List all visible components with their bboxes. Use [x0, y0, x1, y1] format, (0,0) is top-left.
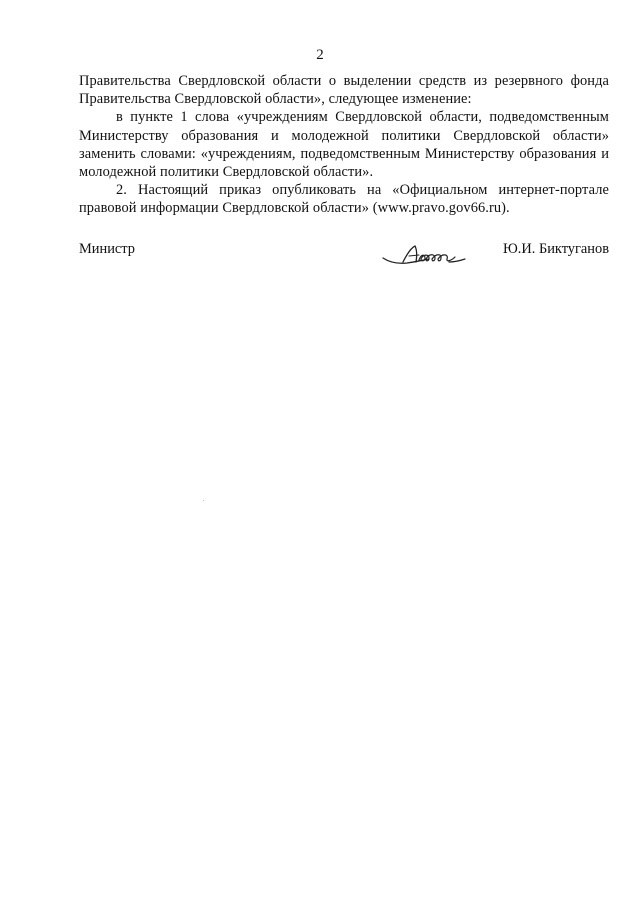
- paragraph-continuation: Правительства Свердловской области о выделении средств из резервного фонда Правительства Свердловской области», следующее изменение:: [79, 73, 609, 108]
- signer-name: Ю.И. Биктуганов: [502, 241, 609, 257]
- paragraph-amendment: в пункте 1 слова «учреждениям Свердловской области, подведомственным Министерству образования и молодежной политики Свердловской области» заменить словами: «учреждениям, подведомственным Министерству образования и молодежной политики Свердловской области».: [79, 109, 609, 181]
- paragraph-publication: 2. Настоящий приказ опубликовать на «Официальном интернет-портале правовой информации Свердловской области» (www.pravo.gov66.ru).: [79, 182, 609, 217]
- signer-position: Министр: [79, 241, 135, 257]
- scan-speck: [203, 500, 204, 501]
- document-body: [79, 72, 609, 218]
- page-number: 2: [316, 47, 324, 63]
- handwritten-signature-icon: [379, 240, 471, 270]
- signature-block: [79, 240, 609, 274]
